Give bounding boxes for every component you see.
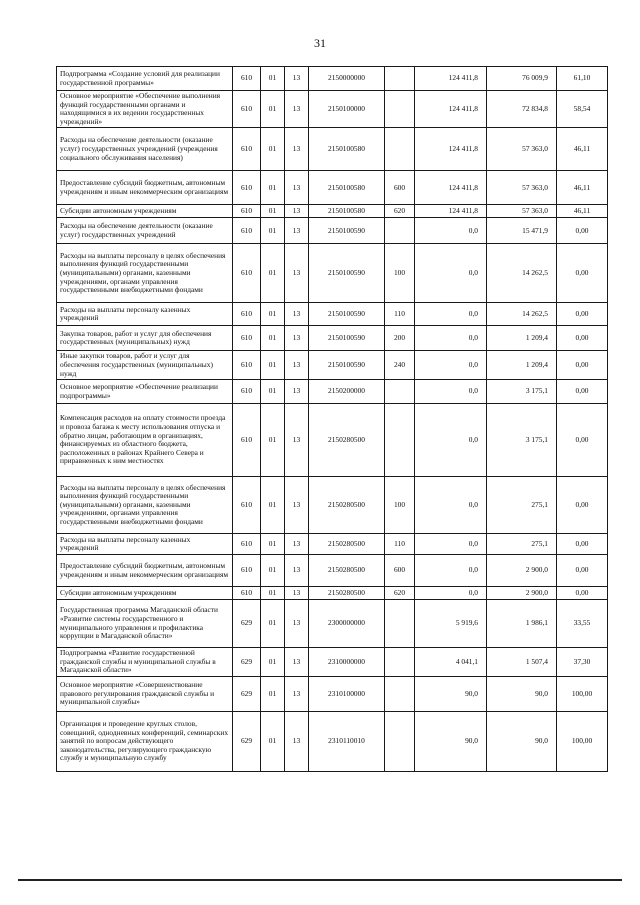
row-name-cell: Расходы на выплаты персоналу казенных учреждений (57, 534, 233, 555)
ved-code-cell: 610 (233, 303, 261, 326)
target-article-cell: 2150100590 (309, 218, 385, 244)
ved-code-cell: 610 (233, 555, 261, 587)
percent-cell: 0,00 (557, 244, 608, 303)
target-article-cell: 2150100590 (309, 303, 385, 326)
actual-amount-cell: 275,1 (487, 534, 557, 555)
section-code-cell: 01 (261, 587, 285, 600)
row-name-cell: Иные закупки товаров, работ и услуг для обеспечения государственных (муниципальных) нужд (57, 351, 233, 380)
plan-amount-cell: 0,0 (415, 326, 487, 351)
expense-type-cell: 110 (385, 303, 415, 326)
target-article-cell: 2150280500 (309, 587, 385, 600)
actual-amount-cell: 275,1 (487, 477, 557, 534)
subsection-code-cell: 13 (285, 380, 309, 404)
expense-type-cell (385, 128, 415, 171)
target-article-cell: 2150100590 (309, 351, 385, 380)
section-code-cell: 01 (261, 67, 285, 91)
table-row (57, 555, 608, 587)
expense-type-cell: 100 (385, 244, 415, 303)
expense-type-cell: 100 (385, 477, 415, 534)
section-code-cell: 01 (261, 600, 285, 648)
section-code-cell: 01 (261, 711, 285, 771)
expense-type-cell: 600 (385, 171, 415, 205)
table-row (57, 303, 608, 326)
plan-amount-cell: 0,0 (415, 380, 487, 404)
row-name-cell: Расходы на обеспечение деятельности (оказание услуг) государственных учреждений (57, 218, 233, 244)
subsection-code-cell: 13 (285, 600, 309, 648)
target-article-cell: 2150100580 (309, 171, 385, 205)
percent-cell: 0,00 (557, 587, 608, 600)
row-name-cell: Закупка товаров, работ и услуг для обеспечения государственных (муниципальных) нужд (57, 326, 233, 351)
expense-type-cell (385, 711, 415, 771)
subsection-code-cell: 13 (285, 477, 309, 534)
section-code-cell: 01 (261, 303, 285, 326)
target-article-cell: 2150100590 (309, 244, 385, 303)
table-row (57, 205, 608, 218)
table-row (57, 351, 608, 380)
table-row (57, 600, 608, 648)
actual-amount-cell: 57 363,0 (487, 128, 557, 171)
expense-type-cell: 110 (385, 534, 415, 555)
ved-code-cell: 629 (233, 600, 261, 648)
percent-cell: 100,00 (557, 711, 608, 771)
expense-type-cell: 600 (385, 555, 415, 587)
row-name-cell: Организация и проведение круглых столов, совещаний, однодневных конференций, семинарских занятий по вопросам действующего законодательства, регулирующего гражданскую службу и муниципальную службу (57, 711, 233, 771)
ved-code-cell: 629 (233, 676, 261, 711)
expense-type-cell (385, 600, 415, 648)
target-article-cell: 2150100580 (309, 128, 385, 171)
expense-type-cell (385, 380, 415, 404)
ved-code-cell: 610 (233, 91, 261, 128)
ved-code-cell: 610 (233, 128, 261, 171)
table-row (57, 534, 608, 555)
target-article-cell: 2310000000 (309, 648, 385, 677)
actual-amount-cell: 1 209,4 (487, 351, 557, 380)
actual-amount-cell: 14 262,5 (487, 303, 557, 326)
table-body (57, 67, 608, 772)
expense-type-cell: 200 (385, 326, 415, 351)
expense-type-cell (385, 676, 415, 711)
plan-amount-cell: 90,0 (415, 676, 487, 711)
row-name-cell: Расходы на выплаты персоналу в целях обеспечения выполнения функций государственными (муниципальными) органами, казенными учреждениями, органами управления государственными внебюджетными фондами (57, 477, 233, 534)
subsection-code-cell: 13 (285, 218, 309, 244)
expense-type-cell (385, 648, 415, 677)
bottom-rule (18, 879, 622, 881)
expense-type-cell: 620 (385, 587, 415, 600)
subsection-code-cell: 13 (285, 676, 309, 711)
actual-amount-cell: 2 900,0 (487, 555, 557, 587)
table-row (57, 404, 608, 477)
row-name-cell: Предоставление субсидий бюджетным, автономным учреждениям и иным некоммерческим организациям (57, 555, 233, 587)
ved-code-cell: 610 (233, 326, 261, 351)
subsection-code-cell: 13 (285, 326, 309, 351)
target-article-cell: 2300000000 (309, 600, 385, 648)
subsection-code-cell: 13 (285, 555, 309, 587)
plan-amount-cell: 124 411,8 (415, 171, 487, 205)
percent-cell: 37,30 (557, 648, 608, 677)
plan-amount-cell: 0,0 (415, 351, 487, 380)
row-name-cell: Основное мероприятие «Обеспечение реализации подпрограммы» (57, 380, 233, 404)
section-code-cell: 01 (261, 380, 285, 404)
target-article-cell: 2150280500 (309, 477, 385, 534)
ved-code-cell: 610 (233, 534, 261, 555)
table-row (57, 380, 608, 404)
plan-amount-cell: 0,0 (415, 555, 487, 587)
section-code-cell: 01 (261, 205, 285, 218)
subsection-code-cell: 13 (285, 128, 309, 171)
percent-cell: 0,00 (557, 351, 608, 380)
section-code-cell: 01 (261, 128, 285, 171)
ved-code-cell: 629 (233, 711, 261, 771)
row-name-cell: Компенсация расходов на оплату стоимости проезда и провоза багажа к месту использования отпуска и обратно лицам, работающим в организациях, финансируемых из областного бюджета, расположенных в районах Крайнего Севера и приравненных к ним местностях (57, 404, 233, 477)
actual-amount-cell: 14 262,5 (487, 244, 557, 303)
expense-type-cell (385, 218, 415, 244)
plan-amount-cell: 0,0 (415, 303, 487, 326)
table-row (57, 477, 608, 534)
ved-code-cell: 610 (233, 67, 261, 91)
plan-amount-cell: 0,0 (415, 587, 487, 600)
table-row (57, 67, 608, 91)
section-code-cell: 01 (261, 534, 285, 555)
target-article-cell: 2310110010 (309, 711, 385, 771)
ved-code-cell: 610 (233, 244, 261, 303)
expense-type-cell (385, 67, 415, 91)
actual-amount-cell: 57 363,0 (487, 171, 557, 205)
section-code-cell: 01 (261, 218, 285, 244)
percent-cell: 0,00 (557, 218, 608, 244)
percent-cell: 46,11 (557, 171, 608, 205)
ved-code-cell: 610 (233, 404, 261, 477)
subsection-code-cell: 13 (285, 205, 309, 218)
actual-amount-cell: 2 900,0 (487, 587, 557, 600)
target-article-cell: 2150280500 (309, 404, 385, 477)
subsection-code-cell: 13 (285, 648, 309, 677)
row-name-cell: Предоставление субсидий бюджетным, автономным учреждениям и иным некоммерческим организациям (57, 171, 233, 205)
percent-cell: 33,55 (557, 600, 608, 648)
table-row (57, 711, 608, 771)
actual-amount-cell: 90,0 (487, 676, 557, 711)
subsection-code-cell: 13 (285, 587, 309, 600)
section-code-cell: 01 (261, 404, 285, 477)
row-name-cell: Расходы на выплаты персоналу в целях обеспечения выполнения функций государственными (муниципальными) органами, казенными учреждениями, органами управления государственными внебюджетными фондами (57, 244, 233, 303)
section-code-cell: 01 (261, 555, 285, 587)
target-article-cell: 2150100580 (309, 205, 385, 218)
ved-code-cell: 610 (233, 171, 261, 205)
table-row (57, 648, 608, 677)
plan-amount-cell: 0,0 (415, 477, 487, 534)
row-name-cell: Расходы на обеспечение деятельности (оказание услуг) государственных учреждений (учреждения социального обслуживания населения) (57, 128, 233, 171)
row-name-cell: Подпрограмма «Развитие государственной гражданской службы и муниципальной службы в Магаданской области» (57, 648, 233, 677)
actual-amount-cell: 1 507,4 (487, 648, 557, 677)
percent-cell: 0,00 (557, 534, 608, 555)
plan-amount-cell: 90,0 (415, 711, 487, 771)
subsection-code-cell: 13 (285, 244, 309, 303)
section-code-cell: 01 (261, 244, 285, 303)
table-row (57, 244, 608, 303)
subsection-code-cell: 13 (285, 171, 309, 205)
target-article-cell: 2150280500 (309, 534, 385, 555)
section-code-cell: 01 (261, 351, 285, 380)
table-row (57, 326, 608, 351)
plan-amount-cell: 0,0 (415, 218, 487, 244)
ved-code-cell: 629 (233, 648, 261, 677)
actual-amount-cell: 76 009,9 (487, 67, 557, 91)
subsection-code-cell: 13 (285, 534, 309, 555)
actual-amount-cell: 72 834,8 (487, 91, 557, 128)
target-article-cell: 2150100000 (309, 91, 385, 128)
ved-code-cell: 610 (233, 477, 261, 534)
plan-amount-cell: 0,0 (415, 404, 487, 477)
percent-cell: 61,10 (557, 67, 608, 91)
percent-cell: 58,54 (557, 91, 608, 128)
percent-cell: 0,00 (557, 380, 608, 404)
expense-type-cell (385, 404, 415, 477)
table-row (57, 171, 608, 205)
ved-code-cell: 610 (233, 380, 261, 404)
row-name-cell: Подпрограмма «Создание условий для реализации государственной программы» (57, 67, 233, 91)
percent-cell: 0,00 (557, 326, 608, 351)
subsection-code-cell: 13 (285, 711, 309, 771)
plan-amount-cell: 4 041,1 (415, 648, 487, 677)
table-row (57, 91, 608, 128)
section-code-cell: 01 (261, 676, 285, 711)
plan-amount-cell: 0,0 (415, 534, 487, 555)
plan-amount-cell: 5 919,6 (415, 600, 487, 648)
subsection-code-cell: 13 (285, 67, 309, 91)
actual-amount-cell: 3 175,1 (487, 404, 557, 477)
actual-amount-cell: 90,0 (487, 711, 557, 771)
percent-cell: 0,00 (557, 477, 608, 534)
row-name-cell: Субсидии автономным учреждениям (57, 205, 233, 218)
section-code-cell: 01 (261, 648, 285, 677)
ved-code-cell: 610 (233, 218, 261, 244)
section-code-cell: 01 (261, 91, 285, 128)
table-row (57, 676, 608, 711)
actual-amount-cell: 1 986,1 (487, 600, 557, 648)
plan-amount-cell: 124 411,8 (415, 205, 487, 218)
target-article-cell: 2150100590 (309, 326, 385, 351)
table-row (57, 128, 608, 171)
row-name-cell: Основное мероприятие «Совершенствование правового регулирования гражданской службы и муниципальной службы» (57, 676, 233, 711)
row-name-cell: Расходы на выплаты персоналу казенных учреждений (57, 303, 233, 326)
page-number: 31 (314, 36, 326, 50)
subsection-code-cell: 13 (285, 303, 309, 326)
row-name-cell: Субсидии автономным учреждениям (57, 587, 233, 600)
plan-amount-cell: 124 411,8 (415, 128, 487, 171)
row-name-cell: Основное мероприятие «Обеспечение выполнения функций государственными органами и находящимися в их ведении государственных учреждений» (57, 91, 233, 128)
target-article-cell: 2310100000 (309, 676, 385, 711)
actual-amount-cell: 3 175,1 (487, 380, 557, 404)
subsection-code-cell: 13 (285, 351, 309, 380)
plan-amount-cell: 0,0 (415, 244, 487, 303)
expense-type-cell: 620 (385, 205, 415, 218)
section-code-cell: 01 (261, 477, 285, 534)
ved-code-cell: 610 (233, 351, 261, 380)
ved-code-cell: 610 (233, 205, 261, 218)
section-code-cell: 01 (261, 326, 285, 351)
percent-cell: 100,00 (557, 676, 608, 711)
ved-code-cell: 610 (233, 587, 261, 600)
percent-cell: 0,00 (557, 555, 608, 587)
table-row (57, 587, 608, 600)
table-row (57, 218, 608, 244)
percent-cell: 0,00 (557, 404, 608, 477)
actual-amount-cell: 1 209,4 (487, 326, 557, 351)
budget-table (56, 66, 608, 772)
percent-cell: 0,00 (557, 303, 608, 326)
percent-cell: 46,11 (557, 128, 608, 171)
actual-amount-cell: 15 471,9 (487, 218, 557, 244)
percent-cell: 46,11 (557, 205, 608, 218)
target-article-cell: 2150200000 (309, 380, 385, 404)
actual-amount-cell: 57 363,0 (487, 205, 557, 218)
target-article-cell: 2150000000 (309, 67, 385, 91)
row-name-cell: Государственная программа Магаданской области «Развитие системы государственного и муниципального управления и профилактика коррупции в Магаданской области» (57, 600, 233, 648)
expense-type-cell (385, 91, 415, 128)
plan-amount-cell: 124 411,8 (415, 91, 487, 128)
target-article-cell: 2150280500 (309, 555, 385, 587)
subsection-code-cell: 13 (285, 91, 309, 128)
subsection-code-cell: 13 (285, 404, 309, 477)
section-code-cell: 01 (261, 171, 285, 205)
expense-type-cell: 240 (385, 351, 415, 380)
plan-amount-cell: 124 411,8 (415, 67, 487, 91)
